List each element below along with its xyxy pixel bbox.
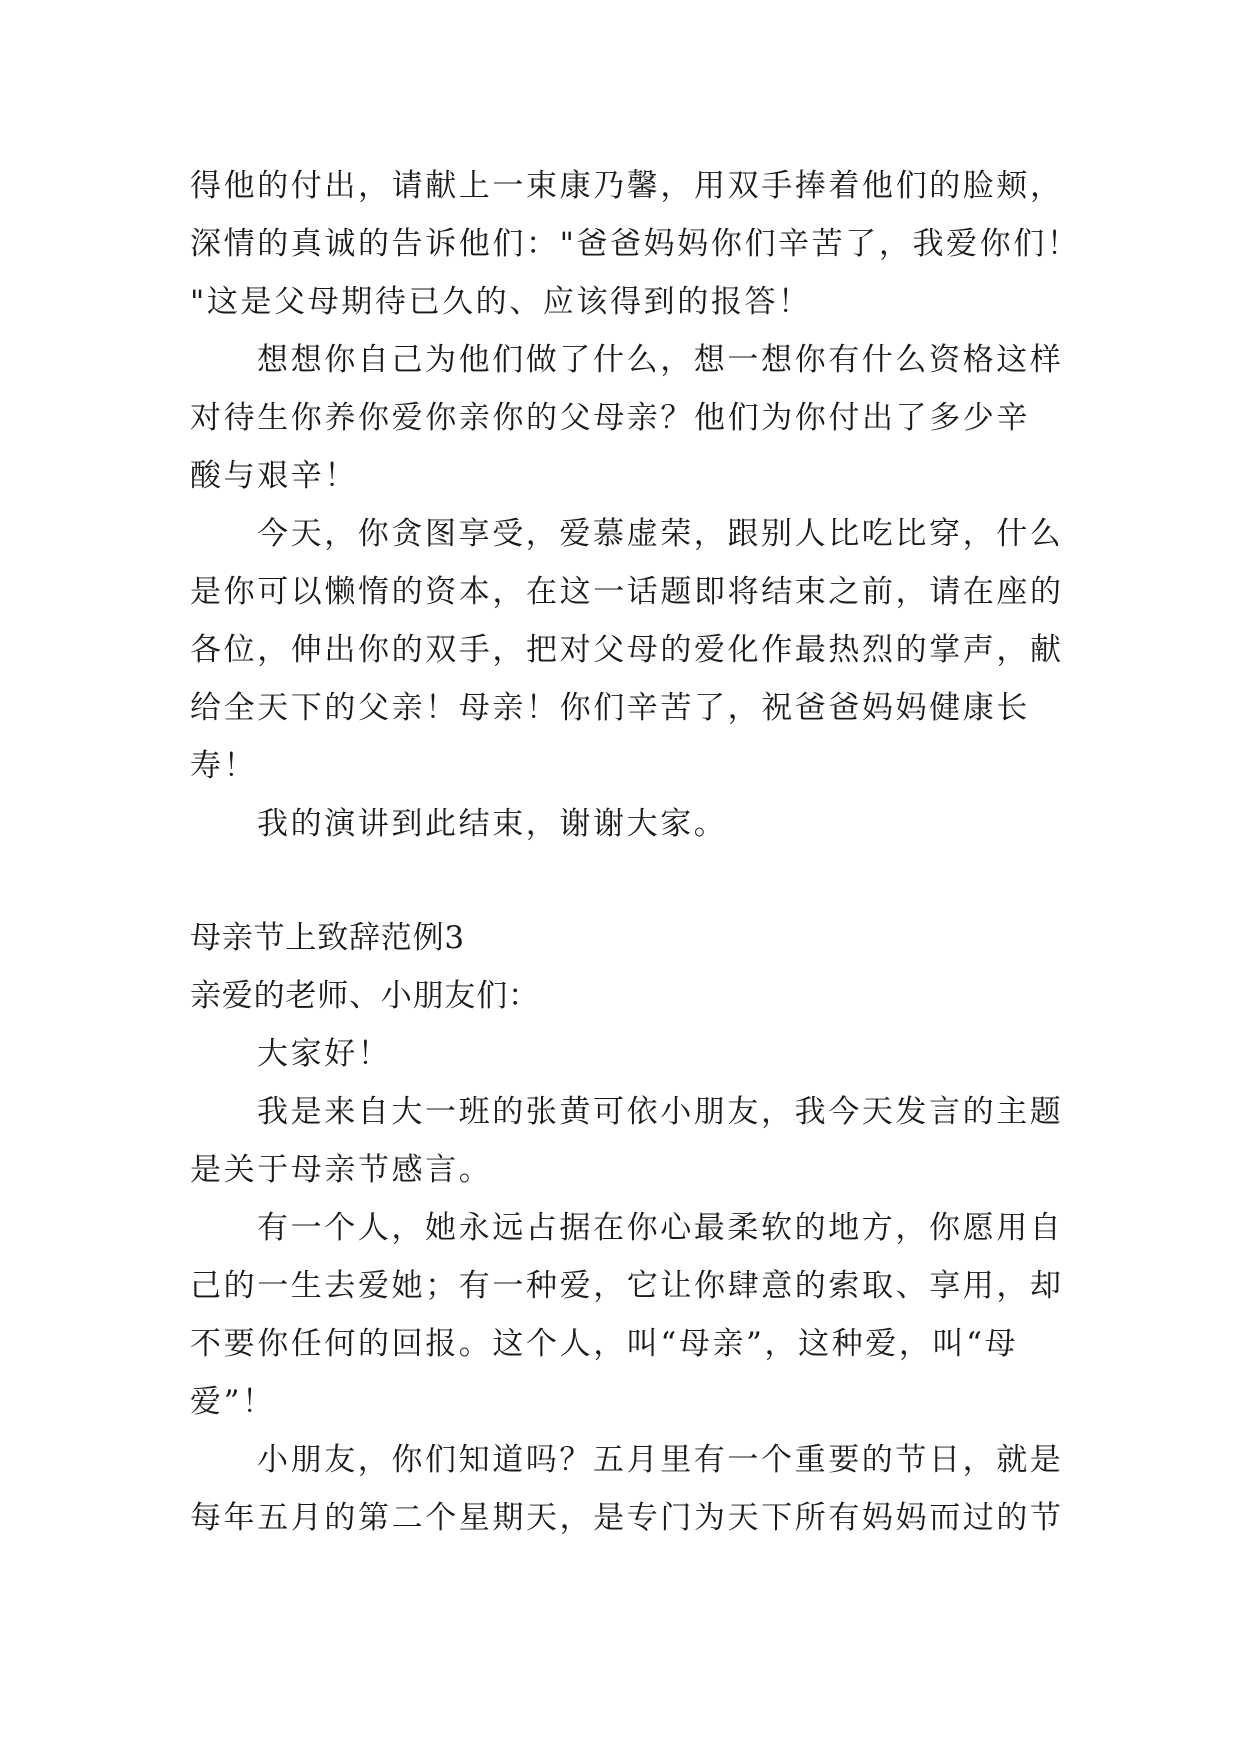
paragraph-line: 有一个人，她永远占据在你心最柔软的地方，你愿用自: [257, 1210, 1064, 1246]
salutation: 亲爱的老师、小朋友们：: [190, 978, 540, 1014]
paragraph-line: 酸与艰辛！: [190, 458, 358, 494]
paragraph-line: 小朋友，你们知道吗？五月里有一个重要的节日，就是: [257, 1442, 1064, 1478]
paragraph-line: 是关于母亲节感言。: [190, 1152, 493, 1188]
paragraph-line: 寿！: [190, 748, 258, 784]
paragraph-line: 己的一生去爱她；有一种爱，它让你肆意的索取、享用，却: [190, 1268, 1064, 1304]
paragraph-line: 是你可以懒惰的资本，在这一话题即将结束之前，请在座的: [190, 574, 1064, 610]
paragraph-line: 对待生你养你爱你亲你的父母亲？他们为你付出了多少辛: [190, 400, 1030, 436]
paragraph-line: 各位，伸出你的双手，把对父母的爱化作最热烈的掌声，献: [190, 632, 1064, 668]
paragraph-line: 我是来自大一班的张黄可依小朋友，我今天发言的主题: [257, 1094, 1064, 1130]
paragraph-line: 我的演讲到此结束，谢谢大家。: [257, 806, 728, 842]
paragraph-line: 爱”！: [190, 1384, 276, 1420]
paragraph-line: 给全天下的父亲！母亲！你们辛苦了，祝爸爸妈妈健康长: [190, 690, 1030, 726]
paragraph-line: 得他的付出，请献上一束康乃馨，用双手捧着他们的脸颊，: [190, 168, 1064, 204]
paragraph-line: 每年五月的第二个星期天，是专门为天下所有妈妈而过的节: [190, 1500, 1064, 1536]
greeting-line: 大家好！: [257, 1036, 392, 1072]
paragraph-line: 深情的真诚的告诉他们："爸爸妈妈你们辛苦了，我爱你们！: [190, 226, 1081, 262]
paragraph-line: 想想你自己为他们做了什么，想一想你有什么资格这样: [257, 342, 1064, 378]
paragraph-line: "这是父母期待已久的、应该得到的报答！: [190, 284, 812, 320]
paragraph-line: 今天，你贪图享受，爱慕虚荣，跟别人比吃比穿，什么: [257, 516, 1064, 552]
paragraph-line: 不要你任何的回报。这个人，叫“母亲”，这种爱，叫“母: [190, 1326, 1019, 1362]
section-heading: 母亲节上致辞范例3: [190, 920, 465, 956]
